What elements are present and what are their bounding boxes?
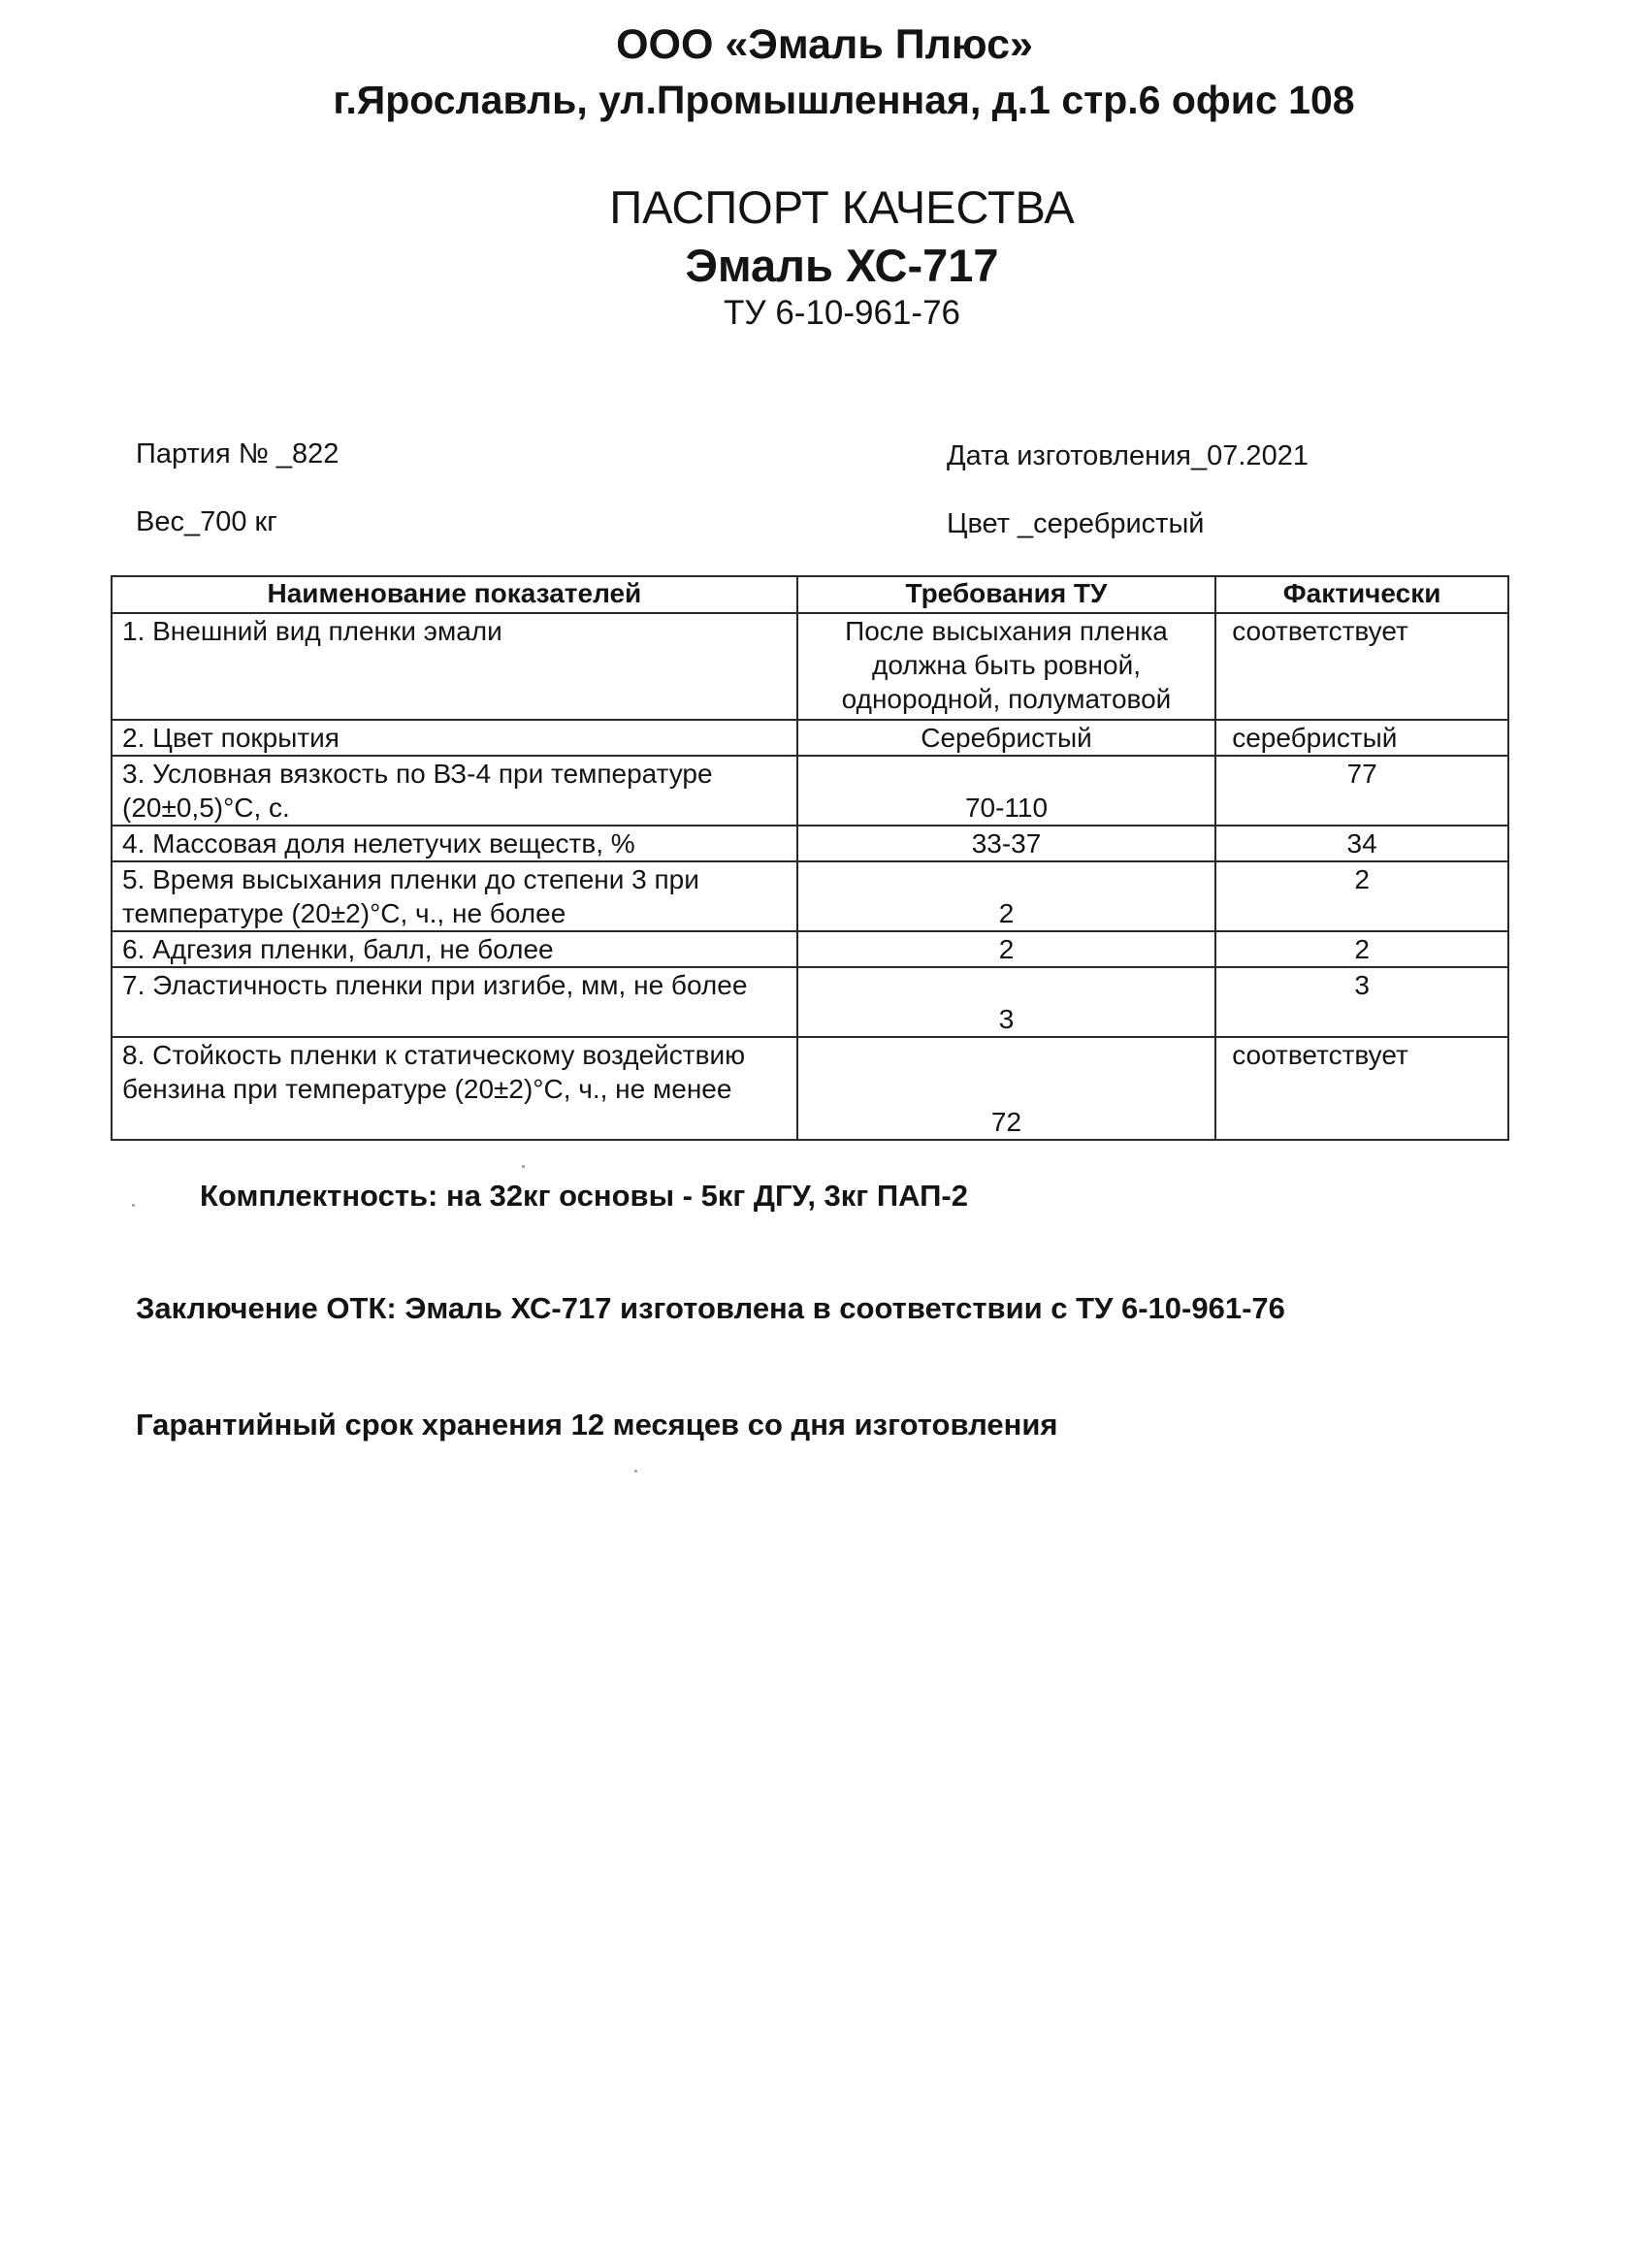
actual-value: 2 xyxy=(1215,931,1508,967)
scan-speck xyxy=(132,1204,135,1207)
indicator-name: 2. Цвет покрытия xyxy=(112,720,797,756)
actual-value: 34 xyxy=(1215,826,1508,861)
requirement-value: 2 xyxy=(797,931,1215,967)
actual-value: соответствует xyxy=(1215,1037,1508,1140)
batch-weight: Вес_700 кг xyxy=(136,506,277,537)
actual-value: серебристый xyxy=(1215,720,1508,756)
table-row xyxy=(112,756,1508,826)
actual-value: соответствует xyxy=(1215,613,1508,720)
manufacture-date: Дата изготовления_07.2021 xyxy=(947,440,1309,471)
actual-value: 2 xyxy=(1215,861,1508,931)
warranty-note: Гарантийный срок хранения 12 месяцев со дня изготовления xyxy=(136,1408,1058,1442)
actual-value: 77 xyxy=(1215,756,1508,826)
product-spec: ТУ 6-10-961-76 xyxy=(723,294,961,332)
table-row xyxy=(112,967,1508,1037)
indicator-name: 1. Внешний вид пленки эмали xyxy=(112,613,797,720)
quality-table xyxy=(111,575,1509,1141)
indicator-name: 4. Массовая доля нелетучих веществ, % xyxy=(112,826,797,861)
requirement-value: 72 xyxy=(797,1037,1215,1140)
indicator-name: 8. Стойкость пленки к статическому воздействию бензина при температуре (20±2)°С, ч., не менее xyxy=(112,1037,797,1140)
table-row xyxy=(112,720,1508,756)
indicator-name: 6. Адгезия пленки, балл, не более xyxy=(112,931,797,967)
table-row xyxy=(112,826,1508,861)
product-name: Эмаль ХС-717 xyxy=(685,240,999,291)
company-name: ООО «Эмаль Плюс» xyxy=(616,21,1033,68)
indicator-name: 5. Время высыхания пленки до степени 3 при температуре (20±2)°С, ч., не более xyxy=(112,861,797,931)
scan-speck xyxy=(522,1165,525,1168)
requirement-value: Серебристый xyxy=(797,720,1215,756)
qc-conclusion: Заключение ОТК: Эмаль ХС-717 изготовлена в соответствии с ТУ 6-10-961-76 xyxy=(136,1291,1285,1325)
column-header-indicator: Наименование показателей xyxy=(112,576,797,613)
column-header-actual: Фактически xyxy=(1215,576,1508,613)
completeness-note: Комплектность: на 32кг основы - 5кг ДГУ, 3кг ПАП-2 xyxy=(200,1179,968,1213)
requirement-value: 33-37 xyxy=(797,826,1215,861)
indicator-name: 3. Условная вязкость по ВЗ-4 при температуре (20±0,5)°С, с. xyxy=(112,756,797,826)
indicator-name: 7. Эластичность пленки при изгибе, мм, не более xyxy=(112,967,797,1037)
table-row xyxy=(112,861,1508,931)
requirement-value: 70-110 xyxy=(797,756,1215,826)
requirement-value: 2 xyxy=(797,861,1215,931)
table-row xyxy=(112,931,1508,967)
document-title: ПАСПОРТ КАЧЕСТВА xyxy=(609,181,1075,233)
requirement-value: 3 xyxy=(797,967,1215,1037)
table-row xyxy=(112,613,1508,720)
table-row xyxy=(112,1037,1508,1140)
column-header-requirement: Требования ТУ xyxy=(797,576,1215,613)
requirement-value: После высыхания пленка должна быть ровной, однородной, полуматовой xyxy=(797,613,1215,720)
batch-number: Партия № _822 xyxy=(136,438,340,470)
table-header-row xyxy=(112,576,1508,613)
scan-speck xyxy=(634,1470,637,1473)
company-address: г.Ярославль, ул.Промышленная, д.1 стр.6 офис 108 xyxy=(333,78,1355,122)
actual-value: 3 xyxy=(1215,967,1508,1037)
product-color: Цвет _серебристый xyxy=(947,508,1205,539)
